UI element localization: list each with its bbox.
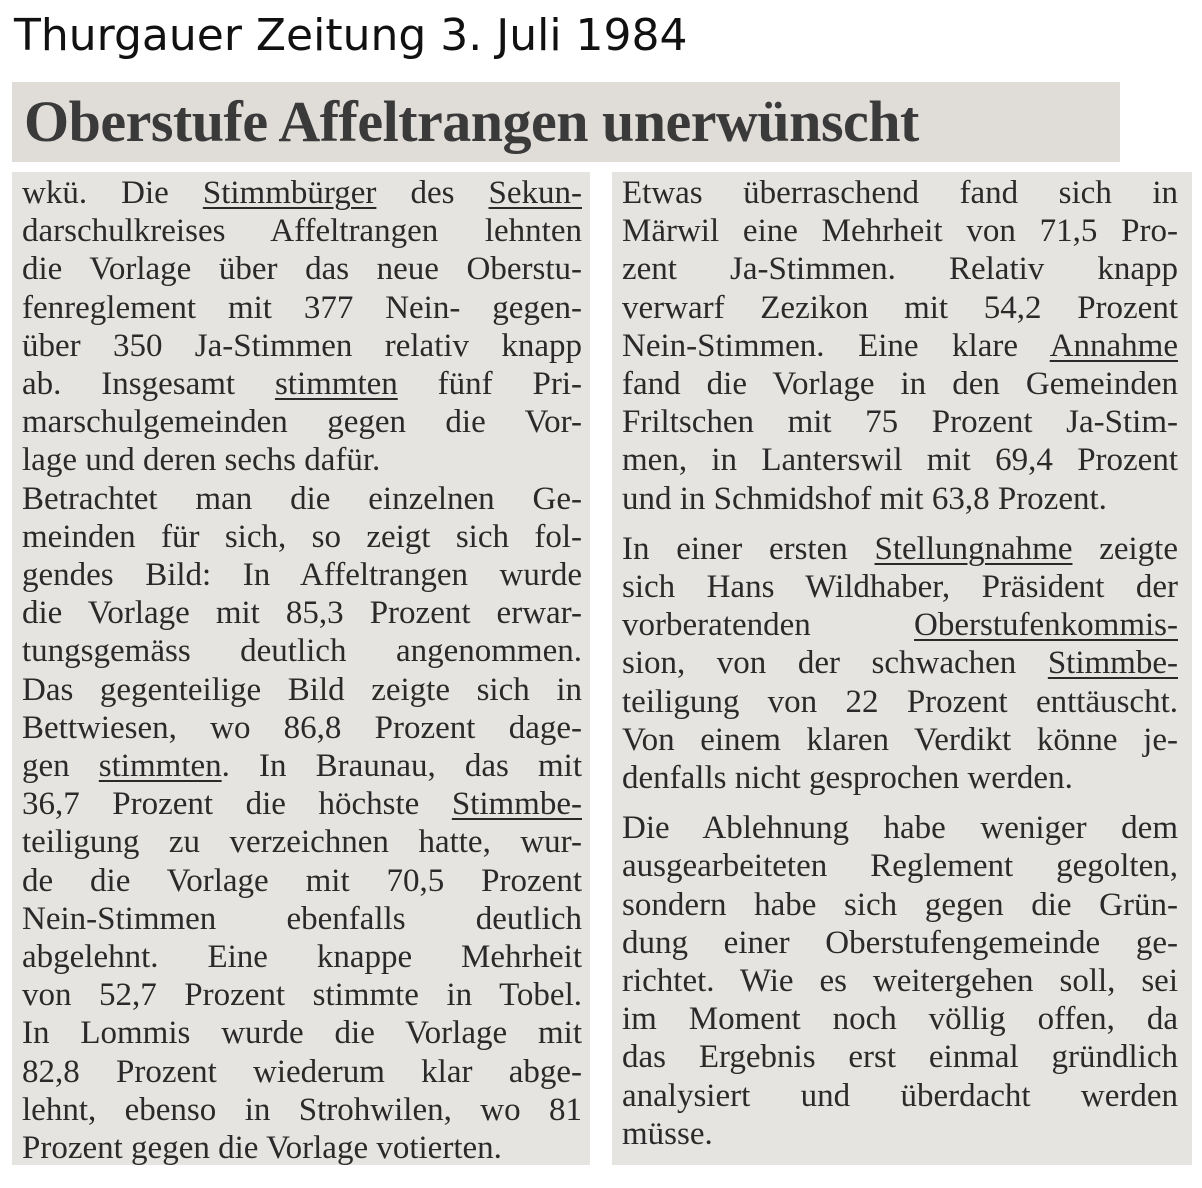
- text-line: und in Schmidshof mit 63,8 Prozent.: [622, 480, 1107, 517]
- text-line: In Lommis wurde die Vorlage mit: [22, 1015, 582, 1052]
- text-line: 36,7 Prozent die höchste Stimmbe-: [22, 786, 582, 823]
- text-line: Das gegenteilige Bild zeigte sich in: [22, 671, 582, 708]
- text-line: teiligung von 22 Prozent enttäuscht.: [622, 683, 1178, 720]
- text-line: Märwil eine Mehrheit von 71,5 Pro-: [622, 213, 1178, 250]
- text-line: Prozent gegen die Vorlage votierten.: [22, 1130, 502, 1167]
- text-line: ab. Insgesamt stimmten fünf Pri-: [22, 366, 582, 403]
- article-column-left: [12, 172, 590, 1165]
- text-line: vorberatenden Oberstufenkommis-: [622, 607, 1178, 644]
- text-line: sich Hans Wildhaber, Präsident der: [622, 569, 1178, 606]
- text-line: teiligung zu verzeichnen hatte, wur-: [22, 824, 582, 861]
- text-line: wkü. Die Stimmbürger des Sekun-: [22, 175, 582, 211]
- text-line: die Vorlage über das neue Oberstu-: [22, 251, 582, 288]
- text-line: müsse.: [622, 1115, 713, 1152]
- text-line: marschulgemeinden gegen die Vor-: [22, 404, 582, 441]
- text-line: Bettwiesen, wo 86,8 Prozent dage-: [22, 709, 582, 746]
- text-line: men, in Lanterswil mit 69,4 Prozent: [622, 442, 1178, 479]
- text-line: Betrachtet man die einzelnen Ge-: [22, 480, 582, 517]
- paragraph-gap: [622, 518, 1178, 530]
- text-line: tungsgemäss deutlich angenommen.: [22, 633, 582, 670]
- text-line: fand die Vorlage in den Gemeinden: [622, 366, 1178, 403]
- paragraph-right-1: [622, 174, 1178, 518]
- text-line: 82,8 Prozent wiederum klar abge-: [22, 1053, 582, 1090]
- paragraph-right-2: [622, 530, 1178, 797]
- text-line: de die Vorlage mit 70,5 Prozent: [22, 862, 582, 899]
- text-line: fenreglement mit 377 Nein- gegen-: [22, 289, 582, 326]
- text-line: ausgearbeiteten Reglement gegolten,: [622, 848, 1178, 885]
- text-line: Nein-Stimmen ebenfalls deutlich: [22, 900, 582, 937]
- text-line: abgelehnt. Eine knappe Mehrheit: [22, 939, 582, 976]
- text-line: Die Ablehnung habe weniger dem: [622, 810, 1178, 847]
- text-line: Von einem klaren Verdikt könne je-: [622, 721, 1178, 758]
- text-line: verwarf Zezikon mit 54,2 Prozent: [622, 289, 1178, 326]
- text-line: richtet. Wie es weitergehen soll, sei: [622, 963, 1178, 1000]
- text-line: denfalls nicht gesprochen werden.: [622, 760, 1073, 797]
- text-line: In einer ersten Stellungnahme zeigte: [622, 530, 1178, 567]
- paragraph-gap: [622, 797, 1178, 809]
- article-column-right: [612, 172, 1192, 1165]
- text-line: sion, von der schwachen Stimmbe-: [622, 645, 1178, 682]
- text-line: Nein-Stimmen. Eine klare Annahme: [622, 327, 1178, 364]
- text-line: zent Ja-Stimmen. Relativ knapp: [622, 251, 1178, 288]
- source-caption: Thurgauer Zeitung 3. Juli 1984: [14, 10, 688, 61]
- text-line: Friltschen mit 75 Prozent Ja-Stim-: [622, 404, 1178, 441]
- text-line: analysiert und überdacht werden: [622, 1077, 1178, 1114]
- text-line: lage und deren sechs dafür.: [22, 442, 381, 479]
- text-line: dung einer Oberstufengemeinde ge-: [622, 924, 1178, 961]
- text-line: das Ergebnis erst einmal gründlich: [622, 1039, 1178, 1076]
- text-line: darschulkreises Affeltrangen lehnten: [22, 213, 582, 250]
- text-line: über 350 Ja-Stimmen relativ knapp: [22, 327, 582, 364]
- text-line: gen stimmten. In Braunau, das mit: [22, 748, 582, 785]
- article-headline: Oberstufe Affeltrangen unerwünscht: [24, 89, 919, 154]
- text-line: Etwas überraschend fand sich in: [622, 175, 1178, 211]
- paragraph-right-3: [622, 809, 1178, 1153]
- text-line: meinden für sich, so zeigt sich fol-: [22, 518, 582, 555]
- text-line: die Vorlage mit 85,3 Prozent erwar-: [22, 595, 582, 632]
- text-line: gendes Bild: In Affeltrangen wurde: [22, 557, 582, 594]
- text-line: von 52,7 Prozent stimmte in Tobel.: [22, 977, 582, 1014]
- text-line: sondern habe sich gegen die Grün-: [622, 886, 1178, 923]
- text-line: lehnt, ebenso in Strohwilen, wo 81: [22, 1091, 582, 1128]
- text-line: im Moment noch völlig offen, da: [622, 1001, 1178, 1038]
- paragraph-left: [22, 174, 582, 1167]
